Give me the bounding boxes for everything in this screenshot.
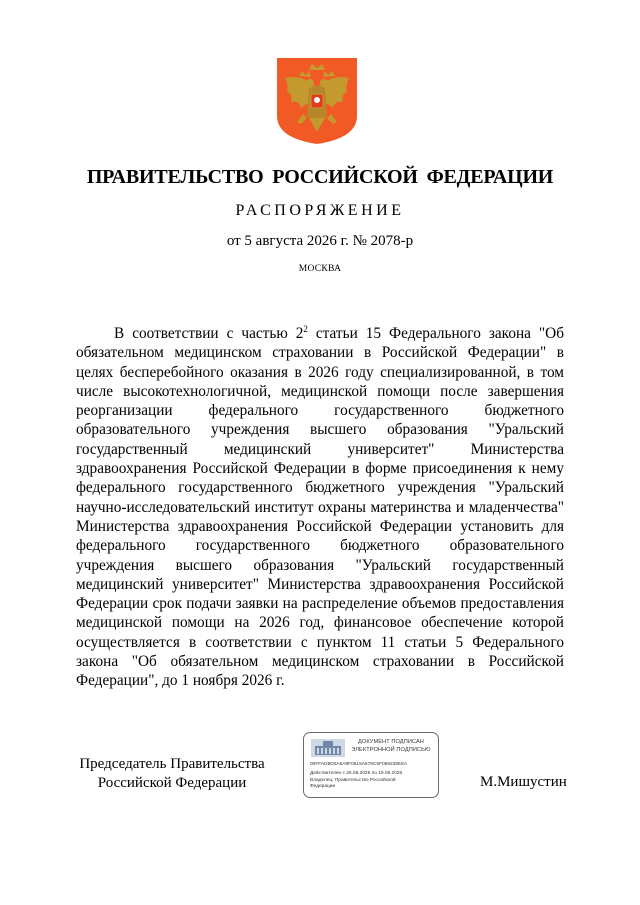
signatory-position: [60, 755, 284, 793]
body-text-superscript: 2: [303, 323, 308, 334]
order-body-paragraph: [76, 324, 564, 691]
stamp-title: [346, 739, 436, 754]
stamp-validity: Действителен с 26.06.2025 по 19.09.2026: [310, 771, 403, 776]
stamp-title-line2: ЭЛЕКТРОННОЙ ПОДПИСЬЮ: [351, 746, 431, 753]
signatory-position-line1: Председатель Правительства: [79, 756, 265, 772]
signatory-position-line2: Российской Федерации: [97, 775, 247, 791]
stamp-owner-line2: Федерации: [310, 784, 336, 789]
stamp-owner-line1: Владелец: Правительство Российской: [310, 778, 396, 783]
coat-of-arms-emblem: [275, 56, 359, 146]
document-type: РАСПОРЯЖЕНИЕ: [235, 202, 405, 219]
stamp-certificate-number: 00FFAD9D0A5A8F0815A579C5F0882386SA: [310, 762, 408, 767]
electronic-signature-stamp: [303, 732, 439, 798]
signatory-name: М.Мишустин: [480, 774, 567, 790]
russian-coat-of-arms-icon: [275, 56, 359, 146]
document-city: МОСКВА: [298, 264, 342, 274]
document-date-number: от 5 августа 2026 г. № 2078-р: [226, 233, 414, 249]
body-text-part1: В соответствии с частью 2: [114, 325, 304, 342]
stamp-title-line1: ДОКУМЕНТ ПОДПИСАН: [358, 739, 424, 745]
government-title: ПРАВИТЕЛЬСТВО РОССИЙСКОЙ ФЕДЕРАЦИИ: [86, 166, 554, 188]
body-text-part2: статьи 15 Федерального закона "Об обязательном медицинском страховании в Российской Федерации" в целях бесперебойного оказания в 2026 году специализированной, в том числе высокотехнологичной, медицинской помощи после завершения реорганизации федерального государственного бюджетного образовательного учреждения высшего образования "Уральский государственный медицинский университет" Министерства здравоохранения Российской Федерации в форме присоединения к нему федерального государственного бюджетного учреждения "Уральский научно-исследовательский институт охраны материнства и младенчества" Министерства здравоохранения Российской Федерации установить для федерального государственного бюджетного образовательного учреждения высшего образования "Уральский государственный медицинский университет" Министерства здравоохранения Российской Федерации срок подачи заявки на распределение объемов предоставления медицинской помощи на 2026 год, финансовое обеспечение которой осуществляется в соответствии с пунктом 11 статьи 5 Федерального закона "Об обязательном медицинском страховании в Российской Федерации", до 1 ноября 2026 г.: [76, 325, 565, 690]
government-building-icon: [311, 739, 345, 757]
